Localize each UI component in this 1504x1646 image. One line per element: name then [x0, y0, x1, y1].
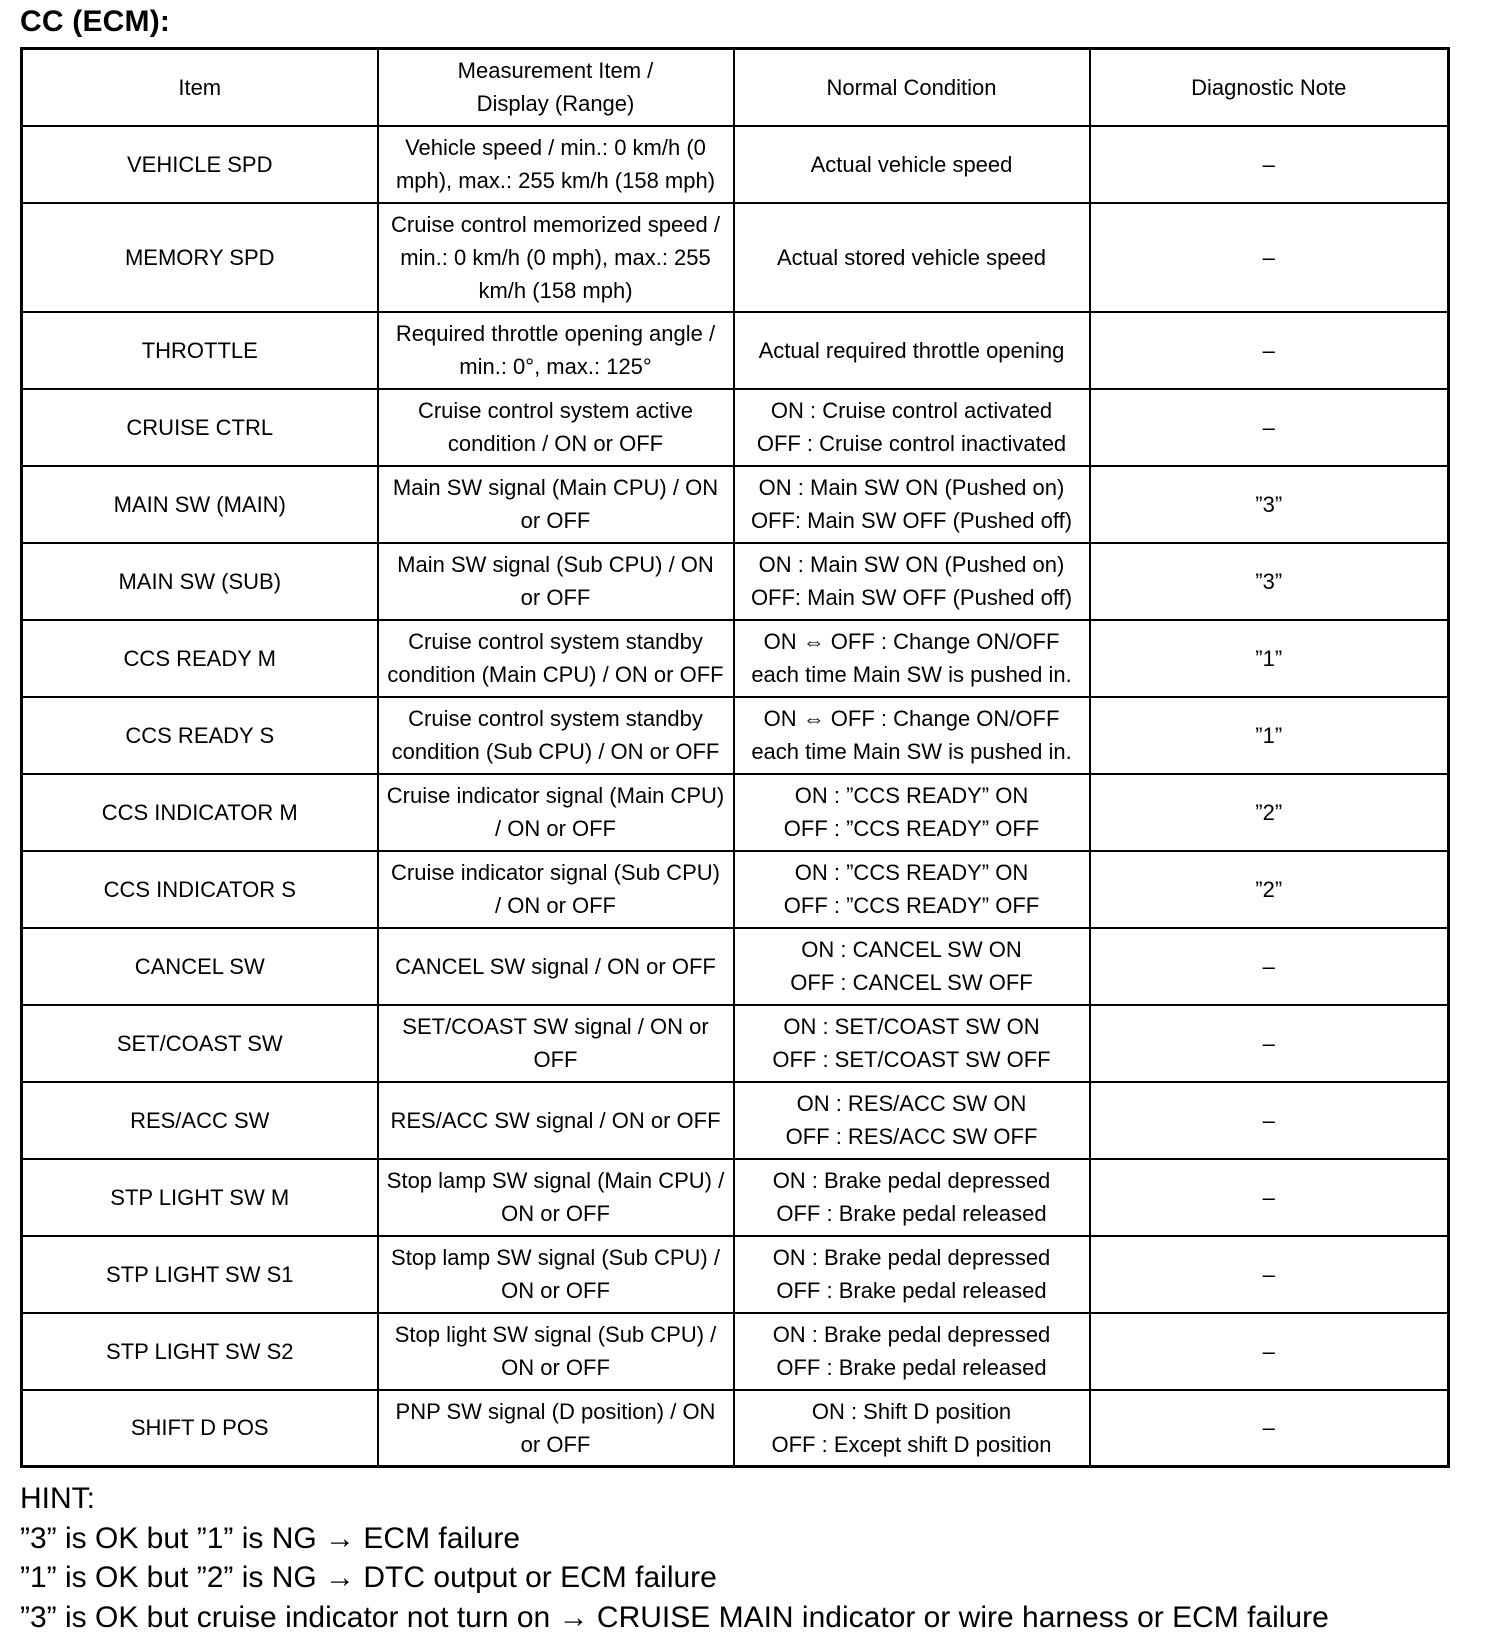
cell-normal-condition: ON : Main SW ON (Pushed on) OFF: Main SW OFF (Pushed off) — [734, 543, 1090, 620]
cell-item: CCS READY M — [22, 620, 378, 697]
table-row — [22, 1236, 1449, 1313]
cell-item: STP LIGHT SW S1 — [22, 1236, 378, 1313]
hint-section — [20, 1479, 1329, 1637]
cell-measurement: Cruise control system active condition / ON or OFF — [378, 389, 734, 466]
cell-measurement: Stop lamp SW signal (Main CPU) / ON or OFF — [378, 1159, 734, 1236]
cell-item: VEHICLE SPD — [22, 126, 378, 203]
cell-item: MEMORY SPD — [22, 203, 378, 312]
hint-label: HINT: — [20, 1482, 95, 1515]
cell-diagnostic-note: ”1” — [1090, 697, 1449, 774]
cell-diagnostic-note: ”2” — [1090, 851, 1449, 928]
cell-normal-condition: ON : RES/ACC SW ON OFF : RES/ACC SW OFF — [734, 1082, 1090, 1159]
cell-diagnostic-note: ”2” — [1090, 774, 1449, 851]
cell-normal-condition: ON : Brake pedal depressed OFF : Brake pedal released — [734, 1236, 1090, 1313]
cell-measurement: Cruise indicator signal (Main CPU) / ON or OFF — [378, 774, 734, 851]
cell-item: CRUISE CTRL — [22, 389, 378, 466]
header-item: Item — [22, 49, 378, 126]
table-row — [22, 774, 1449, 851]
cell-normal-condition: ON : SET/COAST SW ON OFF : SET/COAST SW OFF — [734, 1005, 1090, 1082]
cell-item: SHIFT D POS — [22, 1390, 378, 1467]
cell-measurement: Stop light SW signal (Sub CPU) / ON or OFF — [378, 1313, 734, 1390]
cell-measurement: SET/COAST SW signal / ON or OFF — [378, 1005, 734, 1082]
page-title: CC (ECM): — [20, 5, 171, 38]
table-body — [22, 126, 1449, 1467]
cell-measurement: RES/ACC SW signal / ON or OFF — [378, 1082, 734, 1159]
cell-diagnostic-note: – — [1090, 389, 1449, 466]
hint-line: ”3” is OK but cruise indicator not turn on → CRUISE MAIN indicator or wire harness or ECM failure — [20, 1600, 1329, 1634]
table-row — [22, 389, 1449, 466]
cell-item: MAIN SW (MAIN) — [22, 466, 378, 543]
cell-normal-condition: ON : ”CCS READY” ON OFF : ”CCS READY” OFF — [734, 851, 1090, 928]
table-row — [22, 203, 1449, 312]
cell-normal-condition: Actual required throttle opening — [734, 312, 1090, 389]
cell-diagnostic-note: ”3” — [1090, 466, 1449, 543]
cell-normal-condition: ON : Shift D position OFF : Except shift D position — [734, 1390, 1090, 1467]
cell-item: THROTTLE — [22, 312, 378, 389]
table-row — [22, 126, 1449, 203]
cell-measurement: Required throttle opening angle / min.: 0°, max.: 125° — [378, 312, 734, 389]
table-row — [22, 1313, 1449, 1390]
cell-diagnostic-note: – — [1090, 203, 1449, 312]
cell-item: SET/COAST SW — [22, 1005, 378, 1082]
cell-item: MAIN SW (SUB) — [22, 543, 378, 620]
table-row — [22, 1005, 1449, 1082]
cell-measurement: Stop lamp SW signal (Sub CPU) / ON or OFF — [378, 1236, 734, 1313]
cell-normal-condition: ON : Brake pedal depressed OFF : Brake pedal released — [734, 1159, 1090, 1236]
cell-normal-condition: ON : Main SW ON (Pushed on) OFF: Main SW OFF (Pushed off) — [734, 466, 1090, 543]
cell-item: STP LIGHT SW M — [22, 1159, 378, 1236]
cell-item: CCS INDICATOR S — [22, 851, 378, 928]
table-row — [22, 851, 1449, 928]
cell-measurement: Main SW signal (Main CPU) / ON or OFF — [378, 466, 734, 543]
cell-measurement: PNP SW signal (D position) / ON or OFF — [378, 1390, 734, 1467]
cell-normal-condition: ON : ”CCS READY” ON OFF : ”CCS READY” OFF — [734, 774, 1090, 851]
table-row — [22, 1390, 1449, 1467]
table-row — [22, 543, 1449, 620]
cell-diagnostic-note: ”1” — [1090, 620, 1449, 697]
cell-normal-condition: ON ⇔ OFF : Change ON/OFF each time Main SW is pushed in. — [734, 697, 1090, 774]
cell-normal-condition: ON : Cruise control activated OFF : Cruise control inactivated — [734, 389, 1090, 466]
cell-measurement: Cruise control system standby condition (Sub CPU) / ON or OFF — [378, 697, 734, 774]
header-diagnostic-note: Diagnostic Note — [1090, 49, 1449, 126]
cell-item: STP LIGHT SW S2 — [22, 1313, 378, 1390]
cell-diagnostic-note: – — [1090, 928, 1449, 1005]
cell-measurement: CANCEL SW signal / ON or OFF — [378, 928, 734, 1005]
cell-diagnostic-note: – — [1090, 1236, 1449, 1313]
hint-line: ”1” is OK but ”2” is NG → DTC output or ECM failure — [20, 1561, 717, 1594]
cell-diagnostic-note: – — [1090, 312, 1449, 389]
cell-measurement: Cruise control system standby condition (Main CPU) / ON or OFF — [378, 620, 734, 697]
cell-diagnostic-note: – — [1090, 126, 1449, 203]
cell-normal-condition: Actual stored vehicle speed — [734, 203, 1090, 312]
header-normal-condition: Normal Condition — [734, 49, 1090, 126]
cell-diagnostic-note: – — [1090, 1313, 1449, 1390]
table-row — [22, 928, 1449, 1005]
cell-item: RES/ACC SW — [22, 1082, 378, 1159]
cell-diagnostic-note: – — [1090, 1005, 1449, 1082]
cell-measurement: Cruise control memorized speed / min.: 0 km/h (0 mph), max.: 255 km/h (158 mph) — [378, 203, 734, 312]
table-header-row — [22, 49, 1449, 126]
table-row — [22, 1159, 1449, 1236]
hint-line: ”3” is OK but ”1” is NG → ECM failure — [20, 1521, 521, 1555]
cell-diagnostic-note: – — [1090, 1082, 1449, 1159]
table-row — [22, 1082, 1449, 1159]
cell-normal-condition: Actual vehicle speed — [734, 126, 1090, 203]
ecm-data-table — [20, 47, 1450, 1468]
cell-measurement: Cruise indicator signal (Sub CPU) / ON or OFF — [378, 851, 734, 928]
cell-normal-condition: ON : CANCEL SW ON OFF : CANCEL SW OFF — [734, 928, 1090, 1005]
cell-item: CCS READY S — [22, 697, 378, 774]
cell-measurement: Vehicle speed / min.: 0 km/h (0 mph), max.: 255 km/h (158 mph) — [378, 126, 734, 203]
cell-item: CANCEL SW — [22, 928, 378, 1005]
cell-measurement: Main SW signal (Sub CPU) / ON or OFF — [378, 543, 734, 620]
table-row — [22, 466, 1449, 543]
table-row — [22, 697, 1449, 774]
cell-item: CCS INDICATOR M — [22, 774, 378, 851]
header-measurement: Measurement Item / Display (Range) — [378, 49, 734, 126]
cell-normal-condition: ON ⇔ OFF : Change ON/OFF each time Main SW is pushed in. — [734, 620, 1090, 697]
cell-diagnostic-note: ”3” — [1090, 543, 1449, 620]
cell-normal-condition: ON : Brake pedal depressed OFF : Brake pedal released — [734, 1313, 1090, 1390]
table-row — [22, 620, 1449, 697]
cell-diagnostic-note: – — [1090, 1159, 1449, 1236]
cell-diagnostic-note: – — [1090, 1390, 1449, 1467]
table-row — [22, 312, 1449, 389]
